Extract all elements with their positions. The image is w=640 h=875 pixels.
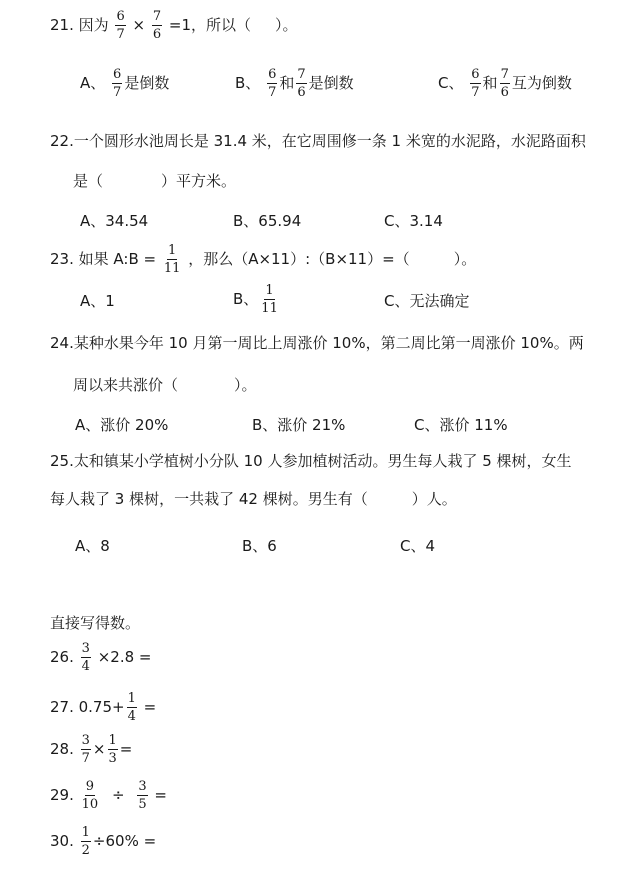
q24-line-2-end: ）。	[234, 376, 257, 394]
question-29	[50, 780, 167, 811]
q23-ob-num: 1	[265, 283, 274, 298]
q27-f-den: 4	[127, 709, 136, 724]
q27-pre: 27. 0.75+	[50, 698, 125, 716]
q24-option-a[interactable]: A、涨价 20%	[75, 416, 169, 434]
q27-f-num: 1	[127, 691, 136, 706]
q29-post: =	[154, 786, 167, 804]
q21-f2-den: 6	[152, 27, 162, 42]
q30-f-num: 1	[81, 825, 90, 840]
q30-number: 30.	[50, 832, 74, 850]
q28-fraction-2	[108, 734, 118, 765]
q23-option-b-fraction	[260, 284, 279, 315]
q21-f1-den: 7	[116, 27, 125, 42]
q21-option-c-fraction-2	[500, 68, 510, 99]
q21-option-b-fraction-2	[296, 68, 306, 99]
q29-divide: ÷	[111, 786, 125, 804]
q26-post: ×2.8 =	[97, 648, 152, 666]
q25-option-b[interactable]: B、6	[242, 537, 277, 555]
q29-f1-num: 9	[85, 779, 95, 794]
section-heading: 直接写得数。	[50, 614, 141, 632]
question-27	[50, 692, 156, 723]
q21-option-b[interactable]	[235, 68, 354, 99]
q28-f2-den: 3	[108, 751, 117, 766]
q22-option-a[interactable]: A、34.54	[80, 212, 149, 230]
q25-line-2-end: ）人。	[411, 490, 457, 508]
q26-f-num: 3	[81, 641, 90, 656]
q28-post: =	[119, 740, 133, 758]
q21-f1-num: 6	[116, 9, 125, 24]
q21-pre: 因为	[78, 16, 109, 34]
q21-oc-f2-num: 7	[500, 67, 509, 82]
q25-option-c[interactable]: C、4	[400, 537, 436, 555]
q23-f-num: 1	[167, 243, 177, 258]
q27-post: =	[143, 698, 157, 716]
q29-fraction-1	[81, 780, 100, 811]
q25-option-a[interactable]: A、8	[75, 537, 110, 555]
q24-line-1: 24.某种水果今年 10 月第一周比上周涨价 10%，第二周比第一周涨价 10%。两	[50, 334, 584, 352]
q21-oa-den: 7	[113, 85, 122, 100]
q21-option-c-label: C、	[438, 74, 464, 92]
q25-line-2	[50, 488, 457, 509]
q21-option-a-label: A、	[80, 74, 106, 92]
q23-option-b[interactable]	[233, 284, 281, 315]
q23-pre: 23. 如果 A:B =	[50, 250, 157, 268]
q23-option-a[interactable]: A、1	[80, 292, 115, 310]
q28-times: ×	[92, 740, 106, 758]
question-23	[50, 244, 476, 275]
q22-option-b[interactable]: B、65.94	[233, 212, 302, 230]
q23-close: ）。	[453, 250, 477, 268]
q21-option-c[interactable]	[438, 68, 572, 99]
q21-oc-f1-num: 6	[471, 67, 480, 82]
q24-option-c[interactable]: C、涨价 11%	[414, 416, 508, 434]
q21-option-c-text: 互为倒数	[511, 74, 572, 92]
q21-option-b-and: 和	[279, 74, 295, 92]
q29-f2-den: 5	[138, 797, 147, 812]
q23-option-b-label: B、	[233, 290, 259, 308]
q21-option-a[interactable]	[80, 68, 169, 99]
q28-f1-num: 3	[81, 733, 90, 748]
q24-line-2	[73, 374, 257, 395]
q21-fraction-1	[115, 10, 125, 41]
q23-ob-den: 11	[261, 301, 278, 316]
q21-ob-f1-den: 7	[268, 85, 277, 100]
q21-option-b-text: 是倒数	[308, 74, 354, 92]
q22-line-2-start: 是（	[73, 172, 104, 190]
q24-line-2-start: 周以来共涨价（	[73, 376, 179, 394]
q21-option-c-fraction-1	[470, 68, 480, 99]
question-28	[50, 734, 132, 765]
q21-number: 21.	[50, 16, 74, 34]
q21-fraction-2	[152, 10, 162, 41]
q23-post: ，那么（A×11）:（B×11）=（	[188, 250, 410, 268]
q29-fraction-2	[137, 780, 147, 811]
q29-f1-den: 10	[81, 797, 99, 812]
q28-f2-num: 1	[108, 733, 117, 748]
question-26	[50, 642, 151, 673]
q21-close: ）。	[275, 16, 298, 34]
q25-line-2-start: 每人栽了 3 棵树，一共栽了 42 棵树。男生有（	[50, 490, 368, 508]
q21-post: =1，所以（	[168, 16, 252, 34]
q22-line-2	[73, 170, 236, 191]
q25-line-1: 25.太和镇某小学植树小分队 10 人参加植树活动。男生每人栽了 5 棵树，女生	[50, 452, 572, 470]
q21-oa-num: 6	[113, 67, 122, 82]
question-21	[50, 10, 298, 41]
q21-ob-f2-den: 6	[297, 85, 306, 100]
q21-ob-f2-num: 7	[297, 67, 306, 82]
q21-option-c-and: 和	[482, 74, 498, 92]
q21-oc-f2-den: 6	[500, 85, 509, 100]
q21-ob-f1-num: 6	[268, 67, 277, 82]
q26-fraction	[81, 642, 91, 673]
q26-number: 26.	[50, 648, 74, 666]
q21-option-b-fraction-1	[267, 68, 277, 99]
q28-fraction-1	[81, 734, 91, 765]
q21-oc-f1-den: 7	[471, 85, 480, 100]
q28-number: 28.	[50, 740, 74, 758]
q28-f1-den: 7	[81, 751, 90, 766]
q30-post: ÷60% =	[92, 832, 157, 850]
q21-option-a-text: 是倒数	[124, 74, 170, 92]
q23-fraction	[163, 244, 182, 275]
q21-option-a-fraction	[112, 68, 122, 99]
q22-line-1: 22.一个圆形水池周长是 31.4 米，在它周围修一条 1 米宽的水泥路，水泥路面积	[50, 132, 586, 150]
q30-fraction	[81, 826, 91, 857]
q24-option-b[interactable]: B、涨价 21%	[252, 416, 346, 434]
q27-fraction	[127, 692, 137, 723]
q22-option-c[interactable]: C、3.14	[384, 212, 443, 230]
q30-f-den: 2	[81, 843, 90, 858]
q26-f-den: 4	[81, 659, 90, 674]
question-30	[50, 826, 156, 857]
q23-option-c[interactable]: C、无法确定	[384, 292, 470, 310]
q21-times: ×	[132, 16, 146, 34]
q21-option-b-label: B、	[235, 74, 261, 92]
q22-line-2-end: ）平方米。	[161, 172, 237, 190]
q29-number: 29.	[50, 786, 74, 804]
q21-f2-num: 7	[152, 9, 162, 24]
q29-f2-num: 3	[138, 779, 147, 794]
q23-f-den: 11	[163, 261, 181, 276]
